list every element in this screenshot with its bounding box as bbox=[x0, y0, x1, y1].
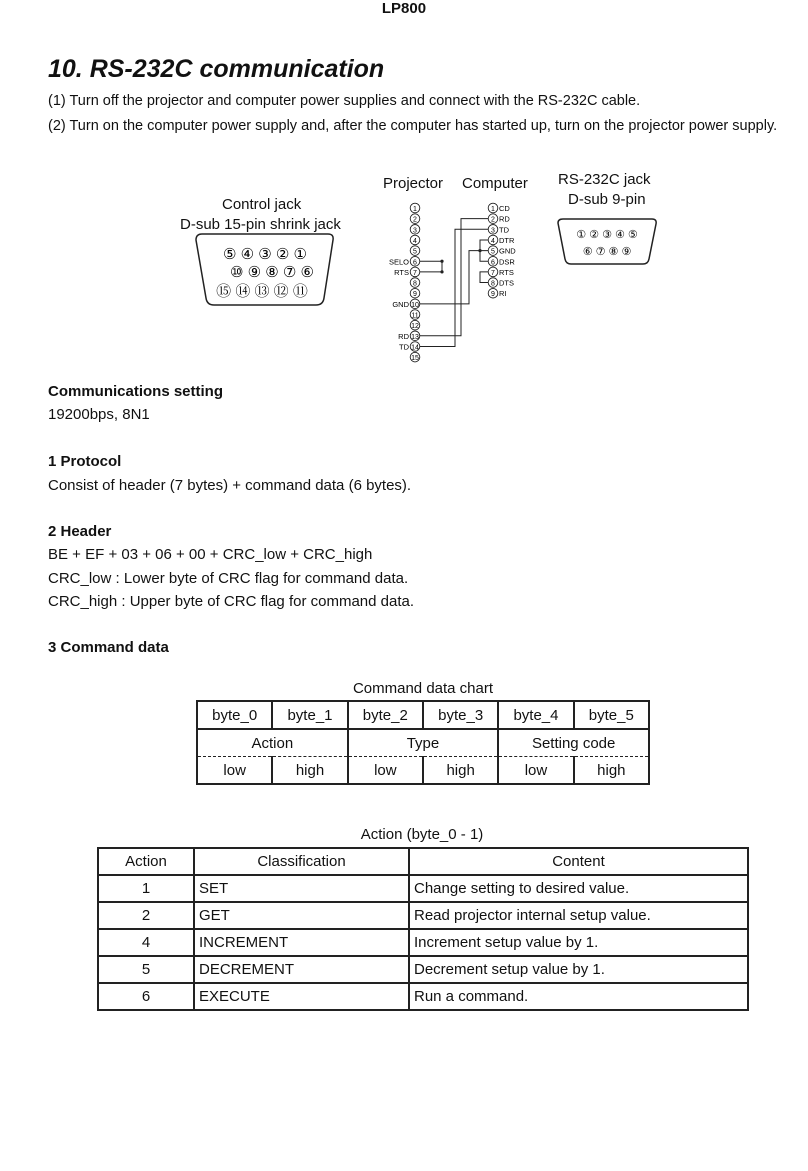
action-code: 5 bbox=[98, 956, 194, 983]
projector-pin-number: 11 bbox=[411, 312, 419, 320]
computer-pin-number: 6 bbox=[491, 259, 495, 267]
projector-pin-number: 14 bbox=[411, 344, 419, 352]
projector-pin-label: GND bbox=[392, 299, 409, 309]
projector-pin-number: 2 bbox=[413, 216, 417, 224]
projector-pin-number: 1 bbox=[413, 206, 417, 213]
table-row bbox=[98, 929, 748, 956]
byte-cell: byte_5 bbox=[574, 701, 649, 729]
junction-dot bbox=[440, 260, 443, 263]
computer-pin-label: RI bbox=[499, 289, 507, 299]
action-table bbox=[97, 847, 749, 1011]
table-row bbox=[98, 875, 748, 902]
group-cell-action: Action bbox=[197, 729, 348, 757]
projector-pin-number: 5 bbox=[413, 248, 417, 256]
control-jack-subtitle: D-sub 15-pin shrink jack bbox=[180, 216, 341, 233]
page-title: 10. RS-232C communication bbox=[48, 55, 385, 83]
control-jack-row-2: ⑩ ⑨ ⑧ ⑦ ⑥ bbox=[230, 264, 314, 281]
projector-pin-number: 10 bbox=[411, 301, 419, 309]
computer-pin-number: 3 bbox=[491, 227, 495, 235]
command-data-chart-caption: Command data chart bbox=[352, 680, 494, 697]
rs232-jack-connector bbox=[555, 216, 660, 268]
computer-pin-label: CD bbox=[499, 204, 510, 213]
control-jack-connector bbox=[190, 230, 340, 310]
crc-high-description: CRC_high : Upper byte of CRC flag for command data. bbox=[48, 593, 414, 610]
computer-pin-label: TD bbox=[499, 225, 509, 235]
rs232-wiring-diagram bbox=[370, 196, 540, 366]
action-code: 1 bbox=[98, 875, 194, 902]
rs232-jack-row-2: ⑥ ⑦ ⑧ ⑨ bbox=[582, 246, 632, 258]
computer-pin-label: GND bbox=[499, 246, 516, 256]
action-header: Action bbox=[98, 848, 194, 875]
page-header: LP800 bbox=[381, 0, 427, 17]
action-code: 2 bbox=[98, 902, 194, 929]
junction-dot bbox=[440, 270, 443, 273]
computer-pin-label: RD bbox=[499, 214, 510, 224]
computer-pin-number: 8 bbox=[491, 280, 495, 288]
action-content: Decrement setup value by 1. bbox=[409, 956, 748, 983]
computer-pin-number: 1 bbox=[491, 206, 495, 213]
byte-cell: byte_4 bbox=[498, 701, 573, 729]
header-format: BE + EF + 03 + 06 + 00 + CRC_low + CRC_high bbox=[48, 546, 373, 563]
computer-pin-label: RTS bbox=[499, 267, 514, 277]
control-jack-row-1: ⑤ ④ ③ ② ① bbox=[223, 246, 307, 263]
wire-rd-line bbox=[420, 219, 488, 336]
projector-pin-number: 8 bbox=[413, 280, 417, 288]
byte-cell: byte_1 bbox=[272, 701, 347, 729]
protocol-text: Consist of header (7 bytes) + command data (6 bytes). bbox=[48, 477, 412, 494]
projector-pin-number: 3 bbox=[413, 227, 417, 235]
action-content: Read projector internal setup value. bbox=[409, 902, 748, 929]
comm-setting-heading: Communications setting bbox=[48, 383, 224, 400]
instruction-step-1: (1) Turn off the projector and computer power supplies and connect with the RS-232C cable. bbox=[48, 93, 641, 109]
action-table-caption: Action (byte_0 - 1) bbox=[360, 826, 484, 843]
projector-label: Projector bbox=[383, 175, 444, 192]
computer-pin-number: 5 bbox=[491, 248, 495, 256]
projector-pin-number: 4 bbox=[413, 237, 417, 245]
computer-pin-number: 9 bbox=[491, 291, 495, 299]
action-content: Run a command. bbox=[409, 983, 748, 1010]
projector-pin-label: RD bbox=[398, 331, 409, 341]
byte-cell: byte_2 bbox=[348, 701, 423, 729]
action-classification: INCREMENT bbox=[194, 929, 409, 956]
action-content: Increment setup value by 1. bbox=[409, 929, 748, 956]
instruction-step-2: (2) Turn on the computer power supply and, after the computer has started up, turn on the projector power supply. bbox=[48, 118, 778, 134]
projector-pin-number: 15 bbox=[411, 355, 419, 363]
header-heading: 2 Header bbox=[48, 523, 112, 540]
byte-cell: byte_0 bbox=[197, 701, 272, 729]
rs232-jack-subtitle: D-sub 9-pin bbox=[568, 191, 646, 208]
wire-rts-dts-line bbox=[480, 272, 488, 283]
action-classification: GET bbox=[194, 902, 409, 929]
group-cell-setting-code: Setting code bbox=[498, 729, 649, 757]
action-code: 6 bbox=[98, 983, 194, 1010]
content-header: Content bbox=[409, 848, 748, 875]
byte-cell: byte_3 bbox=[423, 701, 498, 729]
junction-dot bbox=[478, 249, 481, 252]
rs232-jack-title: RS-232C jack bbox=[558, 171, 651, 188]
projector-pin-number: 9 bbox=[413, 291, 417, 299]
computer-pin-number: 7 bbox=[491, 269, 495, 277]
rs232-jack-row-1: ① ② ③ ④ ⑤ bbox=[576, 229, 638, 241]
low-cell: low bbox=[348, 757, 423, 785]
computer-pin-label: DTS bbox=[499, 278, 514, 288]
command-data-heading: 3 Command data bbox=[48, 639, 169, 656]
action-content: Change setting to desired value. bbox=[409, 875, 748, 902]
action-classification: EXECUTE bbox=[194, 983, 409, 1010]
projector-pin-number: 6 bbox=[413, 259, 417, 267]
projector-pin-number: 7 bbox=[413, 269, 417, 277]
projector-pin-label: RTS bbox=[394, 267, 409, 277]
action-classification: SET bbox=[194, 875, 409, 902]
projector-pin-number: 12 bbox=[411, 323, 419, 331]
computer-pin-number: 2 bbox=[491, 216, 495, 224]
projector-pin-number: 13 bbox=[411, 333, 419, 341]
low-cell: low bbox=[498, 757, 573, 785]
wire-td-line bbox=[420, 229, 488, 346]
control-jack-row-3: ⑮ ⑭ ⑬ ⑫ ⑪ bbox=[216, 283, 308, 300]
table-row bbox=[98, 983, 748, 1010]
wire-gnd-line bbox=[420, 251, 488, 304]
protocol-heading: 1 Protocol bbox=[48, 453, 122, 470]
table-row bbox=[98, 902, 748, 929]
computer-pin-label: DTR bbox=[499, 235, 515, 245]
low-cell: low bbox=[197, 757, 272, 785]
action-classification: DECREMENT bbox=[194, 956, 409, 983]
group-cell-type: Type bbox=[348, 729, 499, 757]
command-data-chart bbox=[196, 700, 650, 785]
computer-label: Computer bbox=[462, 175, 528, 192]
projector-pin-label: SELO bbox=[388, 257, 409, 267]
wire-selo-rts-line bbox=[420, 261, 442, 272]
high-cell: high bbox=[574, 757, 649, 785]
action-code: 4 bbox=[98, 929, 194, 956]
projector-pin-label: TD bbox=[399, 342, 409, 352]
comm-setting-value: 19200bps, 8N1 bbox=[48, 406, 150, 423]
table-row bbox=[98, 956, 748, 983]
high-cell: high bbox=[423, 757, 498, 785]
computer-pin-label: DSR bbox=[499, 257, 515, 267]
crc-low-description: CRC_low : Lower byte of CRC flag for command data. bbox=[48, 570, 409, 587]
classification-header: Classification bbox=[194, 848, 409, 875]
control-jack-title: Control jack bbox=[222, 196, 302, 213]
high-cell: high bbox=[272, 757, 347, 785]
computer-pin-number: 4 bbox=[491, 237, 495, 245]
